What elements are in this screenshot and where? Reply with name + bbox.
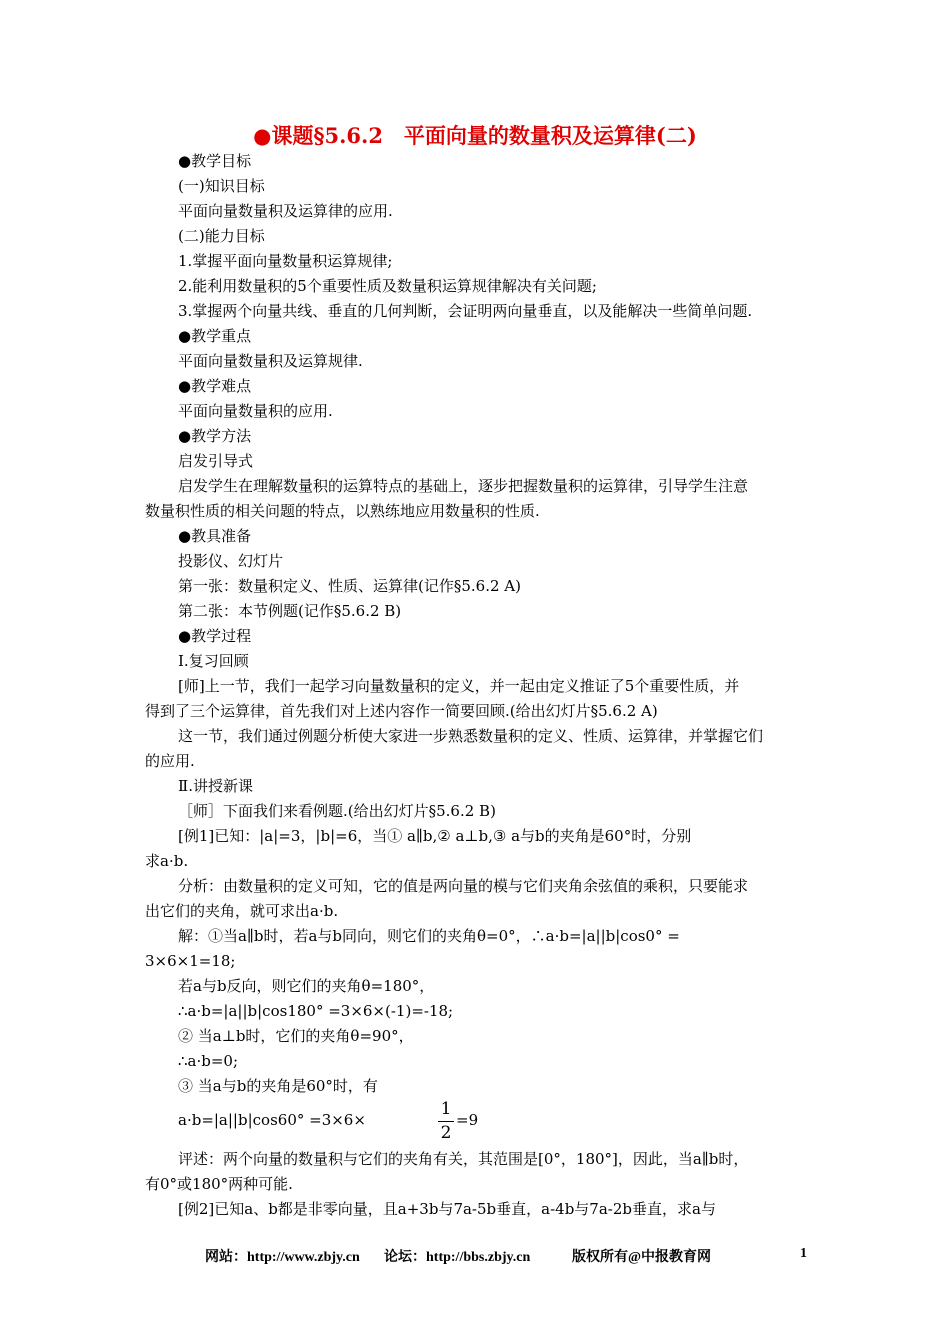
solution-line: ② 当a⊥b时，它们的夹角θ=90°， bbox=[178, 1027, 414, 1045]
section-heading: ●教学重点 bbox=[178, 327, 252, 345]
section-heading: ●教学难点 bbox=[178, 377, 252, 395]
solution-line: ∴a·b=|a||b|cos180° =3×6×(-1)=-18; bbox=[178, 1002, 454, 1020]
text-line: 投影仪、幻灯片 bbox=[178, 552, 284, 570]
text-line: 平面向量数量积及运算规律. bbox=[178, 352, 363, 370]
solution-line: 解：①当a∥b时，若a与b同向，则它们的夹角θ=0°，∴a·b=|a||b|cos0° = bbox=[178, 927, 680, 945]
page-footer bbox=[0, 1246, 950, 1268]
text-line: 的应用. bbox=[145, 752, 195, 770]
footer-forum[interactable]: 论坛：http://bbs.zbjy.cn bbox=[384, 1250, 531, 1265]
section-heading: ●教学方法 bbox=[178, 427, 252, 445]
subheading: Ⅱ.讲授新课 bbox=[178, 777, 253, 795]
text-line: 有0°或180°两种可能. bbox=[145, 1175, 293, 1193]
solution-line: 若a与b反向，则它们的夹角θ=180°， bbox=[178, 977, 435, 995]
fraction-bar bbox=[438, 1121, 454, 1122]
fraction bbox=[438, 1100, 454, 1143]
text-line: ［师］下面我们来看例题.(给出幻灯片§5.6.2 B) bbox=[178, 802, 496, 820]
section-heading: ●教具准备 bbox=[178, 527, 252, 545]
equation-result: =9 bbox=[456, 1111, 479, 1129]
fraction-denominator: 2 bbox=[440, 1123, 452, 1143]
list-item: 1.掌握平面向量数量积运算规律; bbox=[178, 252, 393, 270]
page-title: ●课题§5.6.2 平面向量的数量积及运算律(二) bbox=[253, 123, 697, 148]
text-line: 平面向量数量积的应用. bbox=[178, 402, 333, 420]
footer-copyright: 版权所有@中报教育网 bbox=[572, 1250, 712, 1265]
text-line: [师]上一节，我们一起学习向量数量积的定义，并一起由定义推证了5个重要性质，并 bbox=[178, 677, 740, 695]
subheading: Ⅰ.复习回顾 bbox=[178, 652, 249, 670]
text-line: 平面向量数量积及运算律的应用. bbox=[178, 202, 393, 220]
text-line: 第一张：数量积定义、性质、运算律(记作§5.6.2 A) bbox=[178, 577, 521, 595]
example-line: [例2]已知a、b都是非零向量，且a+3b与7a-5b垂直，a-4b与7a-2b垂直，求a与 bbox=[178, 1200, 716, 1218]
text-line: 数量积性质的相关问题的特点，以熟练地应用数量积的性质. bbox=[145, 502, 540, 520]
text-line: 启发学生在理解数量积的运算特点的基础上，逐步把握数量积的运算律，引导学生注意 bbox=[178, 477, 749, 495]
page-number: 1 bbox=[800, 1246, 807, 1261]
text-line: 评述：两个向量的数量积与它们的夹角有关，其范围是[0°，180°]，因此，当a∥b时， bbox=[178, 1150, 749, 1168]
equation-line: a·b=|a||b|cos60° =3×6× bbox=[178, 1111, 366, 1129]
text-line: 得到了三个运算律，首先我们对上述内容作一简要回顾.(给出幻灯片§5.6.2 A) bbox=[145, 702, 658, 720]
text-line: 第二张：本节例题(记作§5.6.2 B) bbox=[178, 602, 402, 620]
solution-line: ③ 当a与b的夹角是60°时，有 bbox=[178, 1077, 378, 1095]
solution-line: 3×6×1=18; bbox=[145, 952, 236, 970]
text-line: 这一节，我们通过例题分析使大家进一步熟悉数量积的定义、性质、运算律，并掌握它们 bbox=[178, 727, 764, 745]
text-line: 分析：由数量积的定义可知，它的值是两向量的模与它们夹角余弦值的乘积，只要能求 bbox=[178, 877, 749, 895]
example-line: 求a·b. bbox=[145, 852, 189, 870]
list-item: 2.能利用数量积的5个重要性质及数量积运算规律解决有关问题; bbox=[178, 277, 597, 295]
solution-line: ∴a·b=0; bbox=[178, 1052, 239, 1070]
list-item: 3.掌握两个向量共线、垂直的几何判断，会证明两向量垂直，以及能解决一些简单问题. bbox=[178, 302, 753, 320]
section-heading: ●教学目标 bbox=[178, 152, 252, 170]
example-line: [例1]已知：|a|=3，|b|=6，当① a∥b,② a⊥b,③ a与b的夹角是60°时，分别 bbox=[178, 827, 692, 845]
subheading: (二)能力目标 bbox=[178, 227, 265, 245]
text-line: 启发引导式 bbox=[178, 452, 254, 470]
section-heading: ●教学过程 bbox=[178, 627, 252, 645]
subheading: (一)知识目标 bbox=[178, 177, 265, 195]
fraction-numerator: 1 bbox=[440, 1099, 452, 1119]
footer-website[interactable]: 网站：http://www.zbjy.cn bbox=[205, 1250, 360, 1265]
text-line: 出它们的夹角，就可求出a·b. bbox=[145, 902, 339, 920]
